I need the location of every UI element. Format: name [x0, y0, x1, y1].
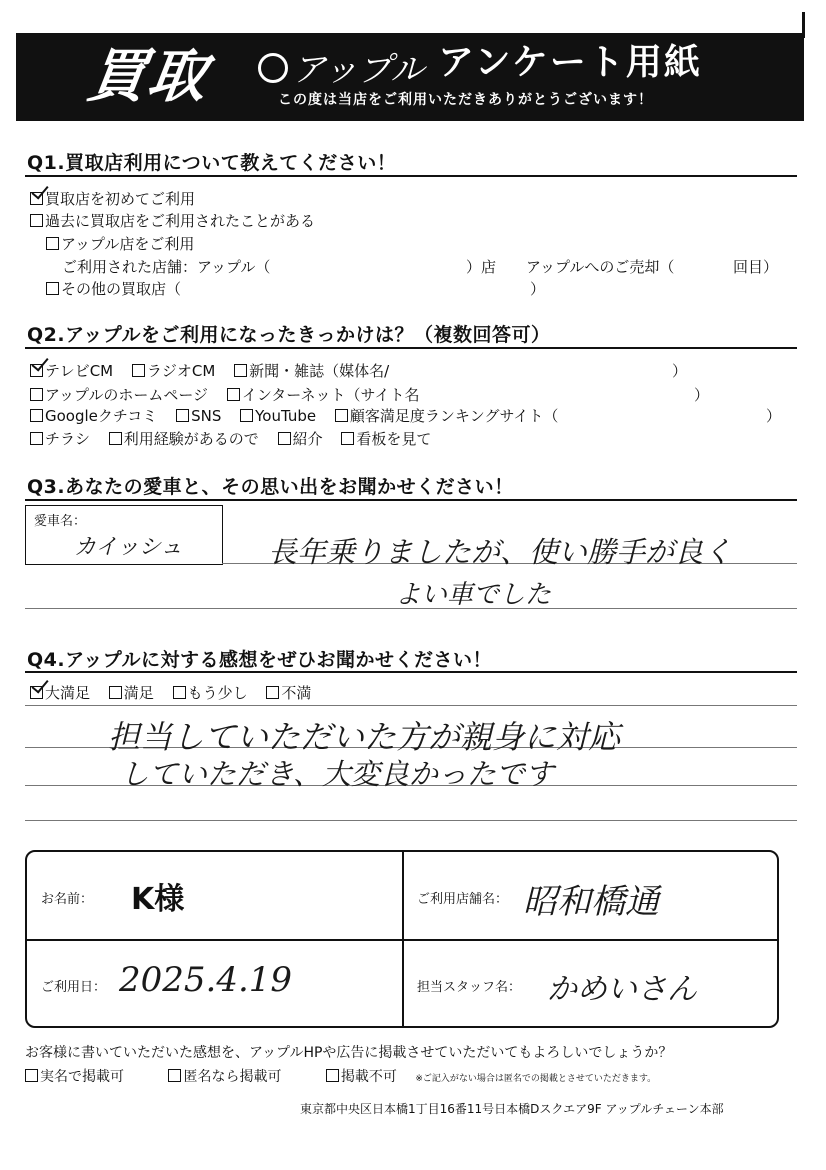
q4-dissatisfied-checkbox[interactable] [266, 686, 279, 699]
q2-flyer-checkbox[interactable] [30, 432, 43, 445]
q3-rule [25, 499, 797, 501]
q4-comment-line-1: 担当していただいた方が親身に対応 [108, 718, 621, 756]
q2-youtube[interactable]: YouTube [240, 407, 316, 425]
q1-heading: Q1.買取店利用について教えてください！ [27, 152, 397, 174]
q2-row-2 [30, 384, 433, 405]
q1-used-before-checkbox[interactable] [30, 214, 43, 227]
consent-not-allowed-checkbox[interactable] [326, 1069, 339, 1082]
consent-real-name[interactable]: 実名で掲載可 [25, 1069, 124, 1085]
consent-anonymous-checkbox[interactable] [168, 1069, 181, 1082]
q2-newspaper-checkbox[interactable] [234, 364, 247, 377]
survey-title: アンケート用紙 [438, 42, 702, 83]
q2-homepage[interactable]: アップルのホームページ [30, 386, 208, 404]
q2-referral[interactable]: 紹介 [278, 430, 323, 448]
consent-note: ※ご記入がない場合は匿名での掲載とさせていただきます。 [415, 1074, 657, 1084]
date-label: ご利用日： [41, 980, 107, 995]
q2-youtube-checkbox[interactable] [240, 409, 253, 422]
brand-name: アップル [292, 50, 425, 90]
info-divider-horizontal [27, 939, 777, 941]
q4-rule [25, 671, 797, 673]
q4-options [30, 682, 325, 703]
kaitori-logo: 買取 [83, 42, 213, 110]
q1-first-time[interactable]: 買取店を初めてご利用 [30, 188, 195, 209]
brand-logo [258, 50, 425, 90]
q4-satisfied[interactable]: 満足 [109, 684, 154, 702]
q2-heading: Q2.アップルをご利用になったきっかけは？（複数回答可） [27, 324, 551, 346]
q4-bit-more[interactable]: もう少し [173, 684, 248, 702]
q4-bit-more-checkbox[interactable] [173, 686, 186, 699]
q2-rule [25, 347, 797, 349]
q2-flyer[interactable]: チラシ [30, 430, 90, 448]
consent-options [25, 1066, 656, 1086]
q2-radio-checkbox[interactable] [132, 364, 145, 377]
consent-not-allowed[interactable]: 掲載不可 [326, 1069, 397, 1085]
q1-rule [25, 175, 797, 177]
store-label: ご利用店舗名： [417, 892, 509, 907]
customer-info-table [25, 850, 779, 1028]
q2-close-1: ） [672, 362, 688, 380]
car-name-value: カイッシュ [74, 535, 183, 560]
car-name-box[interactable] [25, 505, 223, 565]
q2-close-3: ） [766, 407, 782, 425]
q2-tv-checkbox[interactable] [30, 364, 43, 377]
q1-used-before[interactable]: 過去に買取店をご利用されたことがある [30, 210, 315, 231]
q3-memory-line-2: よい車でした [395, 580, 552, 610]
q1-store-suffix: ）店 [466, 258, 497, 276]
q2-homepage-checkbox[interactable] [30, 388, 43, 401]
q1-other-store-checkbox[interactable] [46, 282, 59, 295]
q1-other-store[interactable]: その他の買取店（ [46, 278, 181, 299]
q2-internet-checkbox[interactable] [227, 388, 240, 401]
q1-store-used: ご利用された店舗：アップル（ [62, 258, 271, 276]
q2-tv[interactable]: テレビCM [30, 362, 113, 380]
q2-row-4 [30, 428, 445, 449]
q2-google[interactable]: Googleクチコミ [30, 407, 157, 425]
store-value[interactable]: 昭和橋通 [523, 882, 659, 922]
q1-first-time-checkbox[interactable] [30, 192, 43, 205]
q2-sns-checkbox[interactable] [176, 409, 189, 422]
q2-internet[interactable]: インターネット（サイト名 [227, 386, 420, 404]
q3-memory-line-1: 長年乗りましたが、使い勝手が良く [268, 535, 733, 569]
q4-satisfied-checkbox[interactable] [109, 686, 122, 699]
q2-google-checkbox[interactable] [30, 409, 43, 422]
staff-label: 担当スタッフ名： [417, 980, 522, 995]
q4-comment-line-2: していただき、大変良かったです [120, 757, 554, 791]
q1-apple-sales-suffix: 回目） [733, 258, 779, 276]
q2-row-3 [30, 405, 572, 426]
q2-experience[interactable]: 利用経験があるので [109, 430, 259, 448]
q1-other-store-suffix: ） [530, 280, 546, 298]
q4-very-satisfied[interactable]: 大満足 [30, 684, 90, 702]
q2-signboard[interactable]: 看板を見て [341, 430, 431, 448]
name-value[interactable]: K様 [131, 882, 185, 917]
q2-experience-checkbox[interactable] [109, 432, 122, 445]
q2-ranking[interactable]: 顧客満足度ランキングサイト（ [335, 407, 559, 425]
q2-ranking-checkbox[interactable] [335, 409, 348, 422]
q2-newspaper[interactable]: 新聞・雑誌（媒体名/ [234, 362, 389, 380]
q2-signboard-checkbox[interactable] [341, 432, 354, 445]
q2-referral-checkbox[interactable] [278, 432, 291, 445]
q2-sns[interactable]: SNS [176, 407, 221, 425]
header-banner [16, 33, 804, 121]
q2-close-2: ） [694, 386, 710, 404]
q4-very-satisfied-checkbox[interactable] [30, 686, 43, 699]
q2-radio[interactable]: ラジオCM [132, 362, 215, 380]
car-name-label: 愛車名： [34, 514, 87, 529]
brand-mark-icon [258, 53, 288, 83]
q4-line-4 [25, 820, 797, 821]
consent-anonymous[interactable]: 匿名なら掲載可 [168, 1069, 281, 1085]
name-label: お名前： [41, 892, 94, 907]
date-value[interactable]: 2025.4.19 [119, 960, 293, 1000]
thanks-message: この度は当店をご利用いただきありがとうございます！ [278, 92, 653, 108]
consent-real-name-checkbox[interactable] [25, 1069, 38, 1082]
q2-row-1 [30, 360, 403, 381]
footer-address: 東京都中央区日本橋1丁目16番11号日本橋Dスクエア9F アップルチェーン本部 [300, 1102, 724, 1116]
q1-apple-store[interactable]: アップル店をご利用 [46, 233, 194, 254]
q1-apple-sales: アップルへのご売却（ [526, 258, 675, 276]
q4-line-1 [25, 705, 797, 706]
q1-apple-store-checkbox[interactable] [46, 237, 59, 250]
q4-dissatisfied[interactable]: 不満 [266, 684, 311, 702]
consent-question: お客様に書いていただいた感想を、アップルHPや広告に掲載させていただいてもよろしいでしょうか？ [25, 1045, 673, 1061]
staff-value[interactable]: かめいさん [547, 972, 697, 1007]
q4-heading: Q4.アップルに対する感想をぜひお聞かせください！ [27, 649, 493, 671]
q3-heading: Q3.あなたの愛車と、その思い出をお聞かせください！ [27, 476, 514, 498]
